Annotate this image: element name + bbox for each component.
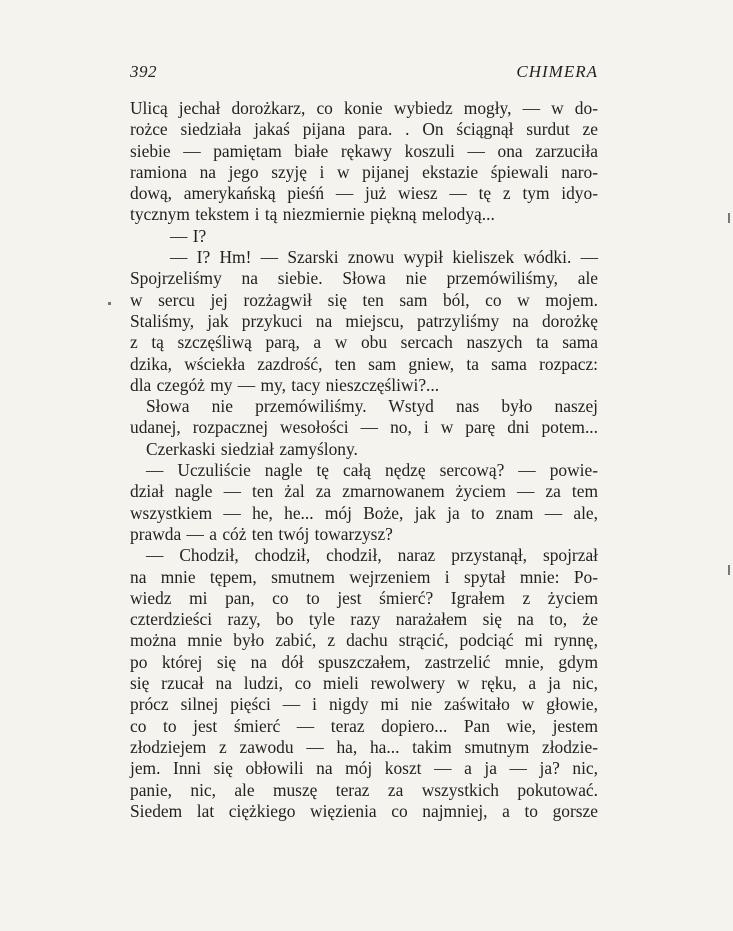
text-line: po której się na dół spuszczałem, zastrzelić mnie, gdym: [130, 651, 598, 672]
text-line: Słowa nie przemówiliśmy. Wstyd nas było naszej: [146, 396, 598, 417]
text-line: — I?: [170, 225, 207, 246]
running-title: CHIMERA: [516, 62, 598, 81]
text-line: można mnie było zabić, z dachu strącić, podciąć mi rynnę,: [130, 630, 598, 651]
text-line: ramiona na jego szyję i w pijanej ekstazie śpiewali naro-: [130, 161, 598, 182]
text-line: Staliśmy, jak przykuci na miejscu, patrzyliśmy na dorożkę: [130, 310, 598, 331]
text-line: dla czegóż my — my, tacy nieszczęśliwi?...: [130, 374, 440, 395]
text-line: siebie — pamiętam białe rękawy koszuli — ona zarzuciła: [130, 140, 598, 161]
text-line: w sercu jej rozżagwił się ten sam ból, co w mojem.: [130, 289, 598, 310]
text-line: prawda — a cóż ten twój towarzysz?: [130, 523, 393, 544]
text-line: — Uczuliście nagle tę całą nędzę sercową? — powie-: [146, 460, 598, 481]
text-line: udanej, rozpacznej wesołości — no, i w parę dni potem...: [130, 417, 598, 438]
text-line: — I? Hm! — Szarski znowu wypił kieliszek wódki. —: [170, 247, 598, 268]
text-line: się rzucał na ludzi, co mieli rewolwery w ręku, a ja nic,: [130, 673, 598, 694]
scan-edge-mark: [108, 302, 111, 305]
text-line: złodziejem z zawodu — ha, ha... takim smutnym złodzie-: [130, 736, 598, 757]
text-line: na mnie tępem, smutnem wejrzeniem i spytał mnie: Po-: [130, 566, 598, 587]
text-line: Siedem lat ciężkiego więzienia co najmniej, a to gorsze: [130, 800, 598, 821]
text-line: dzika, wściekła zazdrość, ten sam gniew, ta sama rozpacz:: [130, 353, 598, 374]
text-line: panie, nic, ale muszę teraz za wszystkich pokutować.: [130, 779, 598, 800]
page-header: [130, 62, 598, 86]
text-line: prócz silnej pięści — i nigdy mi nie zaświtało w głowie,: [130, 694, 598, 715]
text-line: co to jest śmierć — teraz dopiero... Pan wie, jestem: [130, 715, 598, 736]
text-line: dział nagle — ten żal za zmarnowanem życiem — za tem: [130, 481, 598, 502]
text-line: — Chodził, chodził, chodził, naraz przystanął, spojrzał: [146, 545, 598, 566]
text-line: dową, amerykańską pieśń — już wiesz — tę z tym idyo-: [130, 183, 598, 204]
body-text: [130, 98, 598, 822]
text-line: rożce siedziała jakaś pijana para. . On ściągnął surdut ze: [130, 119, 598, 140]
text-line: Ulicą jechał dorożkarz, co konie wybiedz mogły, — w do-: [130, 98, 598, 118]
scan-edge-mark: [728, 565, 730, 575]
text-line: czterdzieści razy, bo tyle razy narażałem się na to, że: [130, 609, 598, 630]
page-number: 392: [130, 62, 157, 81]
text-line: tycznym tekstem i tą niezmiernie piękną melodyą...: [130, 204, 495, 225]
scan-edge-mark: [728, 213, 730, 223]
text-line: Czerkaski siedział zamyślony.: [146, 438, 358, 459]
text-line: Spojrzeliśmy na siebie. Słowa nie przemówiliśmy, ale: [130, 268, 598, 289]
text-line: jem. Inni się obłowili na mój koszt — a ja — ja? nic,: [130, 758, 598, 779]
text-line: z tą szczęśliwą parą, a w obu sercach naszych ta sama: [130, 332, 598, 353]
text-line: wszystkiem — he, he... mój Boże, jak ja to znam — ale,: [130, 502, 598, 523]
text-line: wiedz mi pan, co to jest śmierć? Igrałem z życiem: [130, 587, 598, 608]
